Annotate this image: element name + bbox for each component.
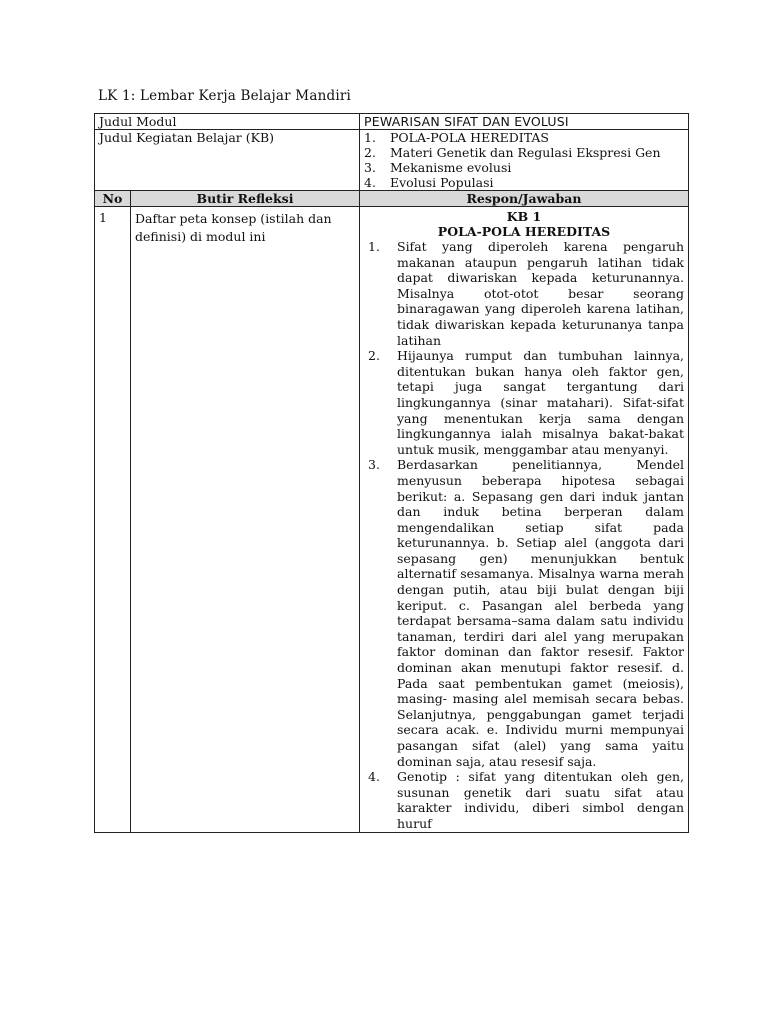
kb-item-text: Mekanisme evolusi: [390, 160, 512, 175]
kb-list-item: [364, 130, 684, 145]
response-item-text: Hijaunya rumput dan tumbuhan lainnya, ditentukan bukan hanya oleh faktor gen, tetapi juga sangat tergantung dari lingkungannya (sinar matahari). Sifat-sifat yang menentukan kerja sama dengan lingkungannya ialah misalnya bakat-bakat untuk musik, menggambar atau menyanyi.: [397, 348, 684, 457]
kb-item-text: Materi Genetik dan Regulasi Ekspresi Gen: [390, 145, 661, 160]
kb-item-number: 4.: [364, 175, 376, 190]
kb-item-number: 2.: [364, 145, 376, 160]
list-item: [364, 239, 684, 348]
row-butir: Daftar peta konsep (istilah dan definisi) di modul ini: [131, 207, 360, 833]
row-number: 1: [95, 207, 131, 833]
response-kb-title: POLA-POLA HEREDITAS: [437, 224, 611, 239]
header-butir-refleksi: Butir Refleksi: [131, 191, 360, 207]
module-row: [95, 114, 689, 130]
kb-item-text: Evolusi Populasi: [390, 175, 494, 190]
kb-item-number: 1.: [364, 130, 376, 145]
response-item-number: 4.: [368, 769, 380, 785]
header-no: No: [95, 191, 131, 207]
document-title: LK 1: Lembar Kerja Belajar Mandiri: [98, 88, 352, 104]
response-item-text: Sifat yang diperoleh karena pengaruh makanan ataupun pengaruh latihan tidak dapat diwariskan kepada keturunannya. Misalnya otot-otot besar seorang binaragawan yang diperoleh karena latihan, tidak diwariskan kepada keturunanya tanpa latihan: [397, 239, 684, 348]
list-item: [364, 769, 684, 831]
kb-label: Judul Kegiatan Belajar (KB): [95, 130, 360, 191]
response-item-number: 3.: [368, 457, 380, 473]
list-item: [364, 348, 684, 457]
response-kb-label: KB 1: [506, 209, 542, 224]
row-response: [360, 207, 689, 833]
kb-item-number: 3.: [364, 160, 376, 175]
header-respon-jawaban: Respon/Jawaban: [360, 191, 689, 207]
kb-row: [95, 130, 689, 191]
table-header-row: [95, 191, 689, 207]
response-item-number: 1.: [368, 239, 380, 254]
module-value: PEWARISAN SIFAT DAN EVOLUSI: [360, 114, 689, 130]
kb-list-cell: [360, 130, 689, 191]
response-item-number: 2.: [368, 348, 380, 364]
response-list: [364, 239, 684, 832]
response-item-text: Genotip : sifat yang ditentukan oleh gen, susunan genetik dari suatu sifat atau karakter individu, diberi simbol dengan huruf: [397, 769, 684, 831]
response-item-text: Berdasarkan penelitiannya, Mendel menyusun beberapa hipotesa sebagai berikut: a. Sepasang gen dari induk jantan dan induk betina berperan dalam mengendalikan setiap sifat pada keturunannya. b. Setiap alel (anggota dari sepasang gen) menunjukkan bentuk alternatif sesamanya. Misalnya warna merah dengan putih, atau biji bulat dengan biji keriput. c. Pasangan alel berbeda yang terdapat bersama–sama dalam satu individu tanaman, terdiri dari alel yang merupakan faktor dominan dan faktor resesif. Faktor dominan akan menutupi faktor resesif. d. Pada saat pembentukan gamet (meiosis), masing- masing alel memisah secara bebas. Selanjutnya, penggabungan gamet terjadi secara acak. e. Individu murni mempunyai pasangan sifat (alel) yang sama yaitu dominan saja, atau resesif saja.: [397, 457, 684, 769]
list-item: [364, 457, 684, 769]
module-label: Judul Modul: [95, 114, 360, 130]
kb-list-item: [364, 160, 684, 175]
table-row: [95, 207, 689, 833]
kb-list: [364, 130, 684, 190]
kb-list-item: [364, 145, 684, 160]
worksheet-table: [94, 113, 689, 833]
kb-item-text: POLA-POLA HEREDITAS: [390, 130, 549, 145]
kb-list-item: [364, 175, 684, 190]
